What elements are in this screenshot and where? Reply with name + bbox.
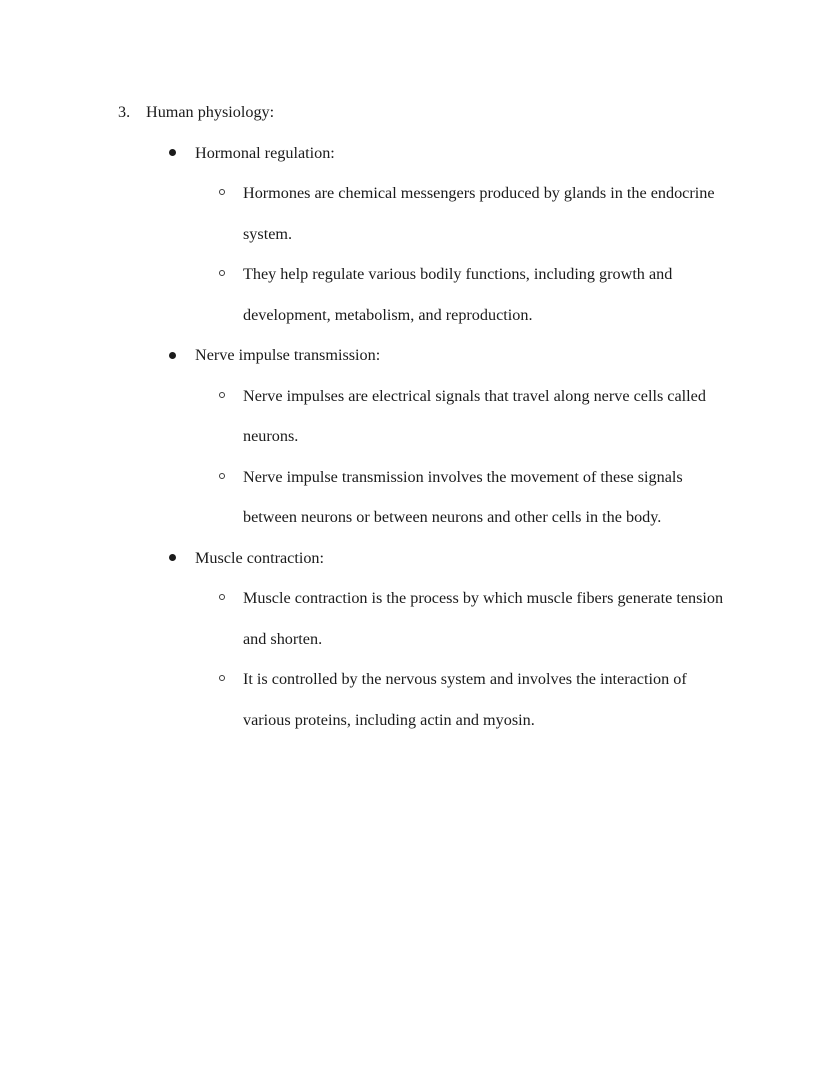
- circle-bullet-icon: [219, 578, 243, 619]
- sub-point-text: It is controlled by the nervous system and involves the interaction of various proteins, including actin and myosin.: [243, 670, 687, 729]
- circle-bullet-icon: [219, 659, 243, 700]
- outline-item-level2: [0, 538, 828, 579]
- outline-heading-text: Human physiology:: [146, 103, 275, 121]
- outline-item-level3: [0, 457, 828, 538]
- sub-point-text: Hormones are chemical messengers produced by glands in the endocrine system.: [243, 184, 715, 243]
- list-number-marker: 3.: [118, 103, 131, 121]
- circle-bullet-icon: [219, 376, 243, 417]
- outline-item-level3: [0, 578, 828, 659]
- disc-bullet-icon: [169, 133, 195, 174]
- circle-bullet-icon: [219, 254, 243, 295]
- outline-item-level3: [0, 376, 828, 457]
- sub-point-text: Nerve impulse transmission involves the movement of these signals between neurons or between neurons and other cells in the body.: [243, 467, 683, 526]
- outline-item-level3: [0, 659, 828, 740]
- outline-item-level2: [0, 335, 828, 376]
- circle-bullet-icon: [219, 457, 243, 498]
- outline-item-level3: [0, 254, 828, 335]
- section-title-text: Nerve impulse transmission:: [195, 346, 381, 364]
- outline-item-level3: [0, 173, 828, 254]
- outline-item-level1: [0, 92, 828, 133]
- circle-bullet-icon: [219, 173, 243, 214]
- sub-point-text: Nerve impulses are electrical signals that travel along nerve cells called neurons.: [243, 386, 706, 445]
- sub-point-text: They help regulate various bodily functions, including growth and development, metabolism, and reproduction.: [243, 265, 673, 324]
- outline-content: [0, 92, 828, 740]
- sub-point-text: Muscle contraction is the process by which muscle fibers generate tension and shorten.: [243, 589, 724, 648]
- disc-bullet-icon: [169, 538, 195, 579]
- outline-item-level2: [0, 133, 828, 174]
- section-title-text: Muscle contraction:: [195, 548, 325, 567]
- disc-bullet-icon: [169, 335, 195, 376]
- section-title-text: Hormonal regulation:: [195, 143, 335, 162]
